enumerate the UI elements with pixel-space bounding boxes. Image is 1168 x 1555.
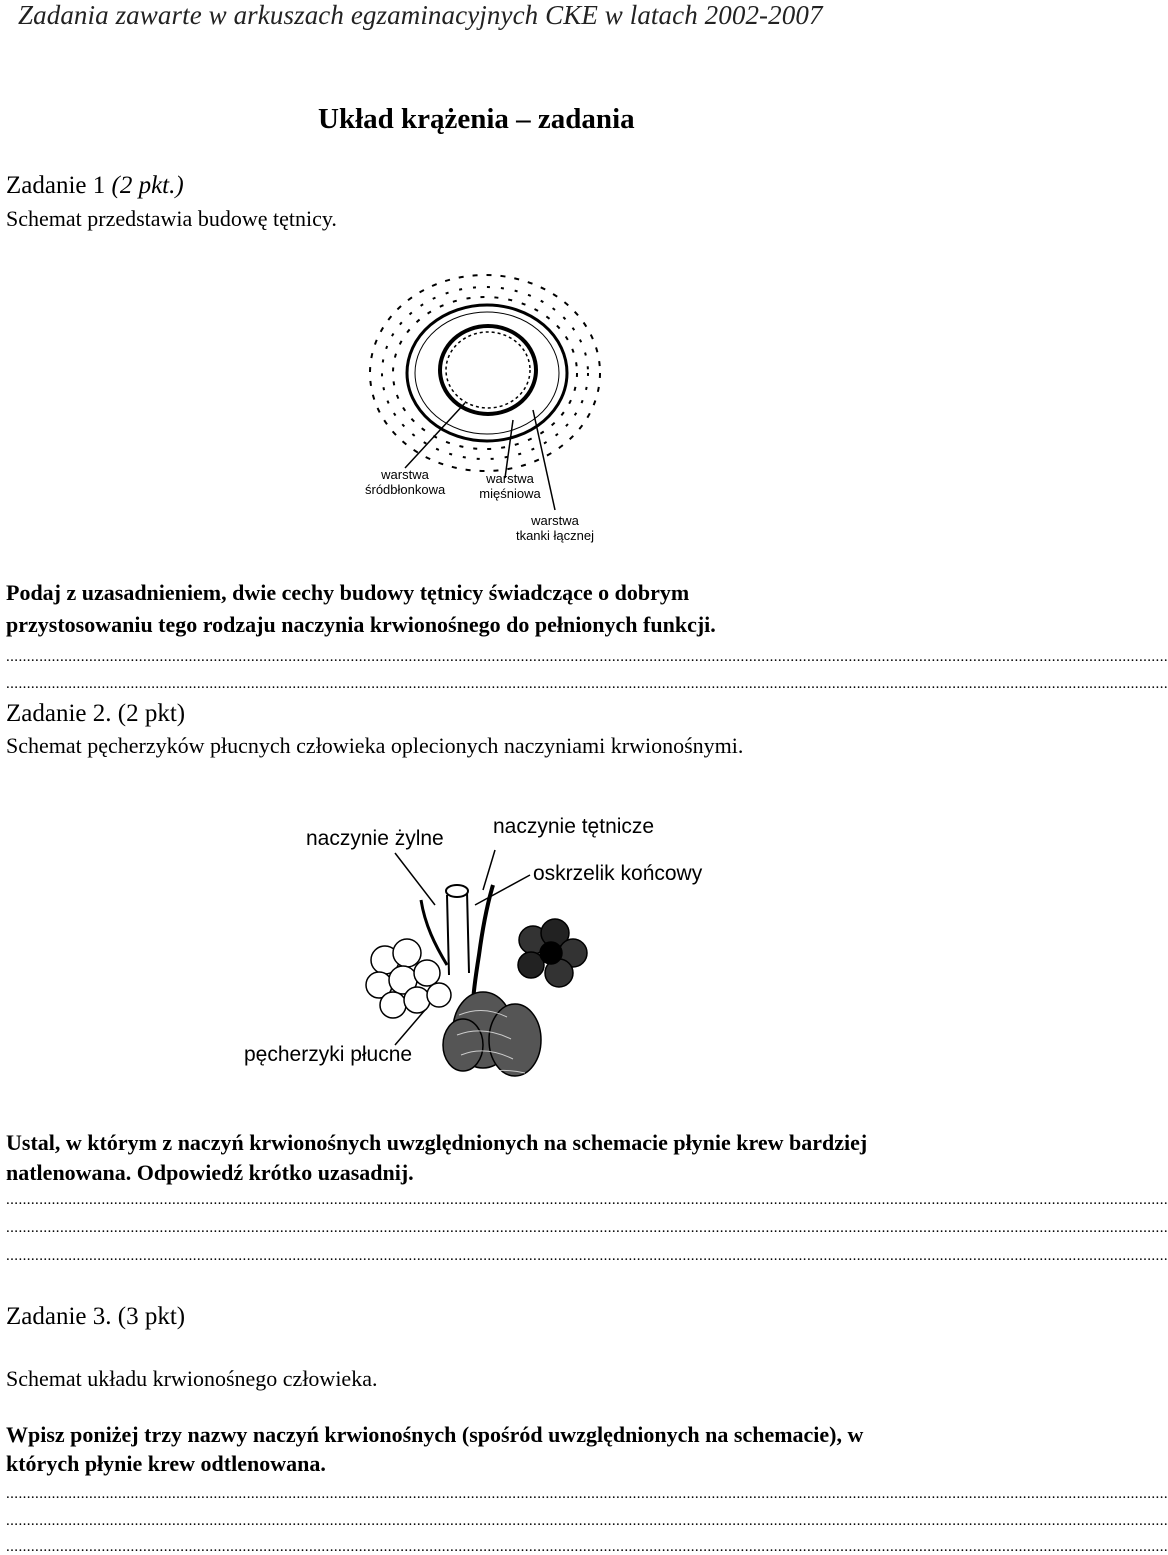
answer-line: ........................................................................................................................................................................................................................................................................................ xyxy=(6,1539,1168,1555)
label-muscle xyxy=(475,471,545,501)
label-connective xyxy=(510,513,600,543)
label-muscle-line1: warstwa xyxy=(486,471,534,486)
label-muscle-line2: mięśniowa xyxy=(479,486,541,501)
answer-line: ........................................................................................................................................................................................................................................................................................ xyxy=(6,1220,1168,1236)
label-bronchiole: oskrzelik końcowy xyxy=(533,862,703,885)
task1-intro: Schemat przedstawia budowę tętnicy. xyxy=(6,206,337,231)
label-connective-line1: warstwa xyxy=(531,513,579,528)
task2-heading: Zadanie 2. (2 pkt) xyxy=(6,700,186,727)
task1-question-line2: przystosowaniu tego rodzaju naczynia krwionośnego do pełnionych funkcji. xyxy=(6,612,716,637)
task3-question-line2: których płynie krew odtlenowana. xyxy=(6,1451,326,1476)
task2-question-line1: Ustal, w którym z naczyń krwionośnych uwzględnionych na schemacie płynie krew bardziej xyxy=(6,1130,868,1155)
label-artery: naczynie tętnicze xyxy=(493,815,655,838)
label-endothelium-line2: śródbłonkowa xyxy=(365,482,446,497)
task1-heading xyxy=(6,172,184,200)
answer-line: ........................................................................................................................................................................................................................................................................................ xyxy=(6,676,1168,692)
task3-intro: Schemat układu krwionośnego człowieka. xyxy=(6,1366,378,1391)
document-header: Zadania zawarte w arkuszach egzaminacyjnych CKE w latach 2002-2007 xyxy=(18,0,823,30)
task2-intro: Schemat pęcherzyków płucnych człowieka oplecionych naczyniami krwionośnymi. xyxy=(6,733,744,758)
label-endothelium-line1: warstwa xyxy=(381,467,429,482)
task1-question-line1: Podaj z uzasadnieniem, dwie cechy budowy tętnicy świadczące o dobrym xyxy=(6,580,690,605)
answer-line: ........................................................................................................................................................................................................................................................................................ xyxy=(6,1513,1168,1529)
label-alveoli: pęcherzyki płucne xyxy=(244,1043,413,1066)
label-vein: naczynie żylne xyxy=(306,827,444,850)
task1-heading-points: (2 pkt.) xyxy=(111,172,184,199)
label-endothelium xyxy=(365,467,445,497)
page-title: Układ krążenia – zadania xyxy=(318,103,635,135)
answer-line: ........................................................................................................................................................................................................................................................................................ xyxy=(6,649,1168,665)
answer-line: ........................................................................................................................................................................................................................................................................................ xyxy=(6,1248,1168,1264)
label-connective-line2: tkanki łącznej xyxy=(515,528,595,543)
lumen xyxy=(440,326,536,414)
task3-question-line1: Wpisz poniżej trzy nazwy naczyń krwionośnych (spośród uwzględnionych na schemacie), w xyxy=(6,1422,864,1447)
answer-line: ........................................................................................................................................................................................................................................................................................ xyxy=(6,1486,1168,1502)
task3-heading: Zadanie 3. (3 pkt) xyxy=(6,1303,186,1330)
task1-heading-main: Zadanie 1 xyxy=(6,172,112,199)
answer-line: ........................................................................................................................................................................................................................................................................................ xyxy=(6,1192,1168,1208)
task2-question-line2: natlenowana. Odpowiedź krótko uzasadnij. xyxy=(6,1160,414,1185)
